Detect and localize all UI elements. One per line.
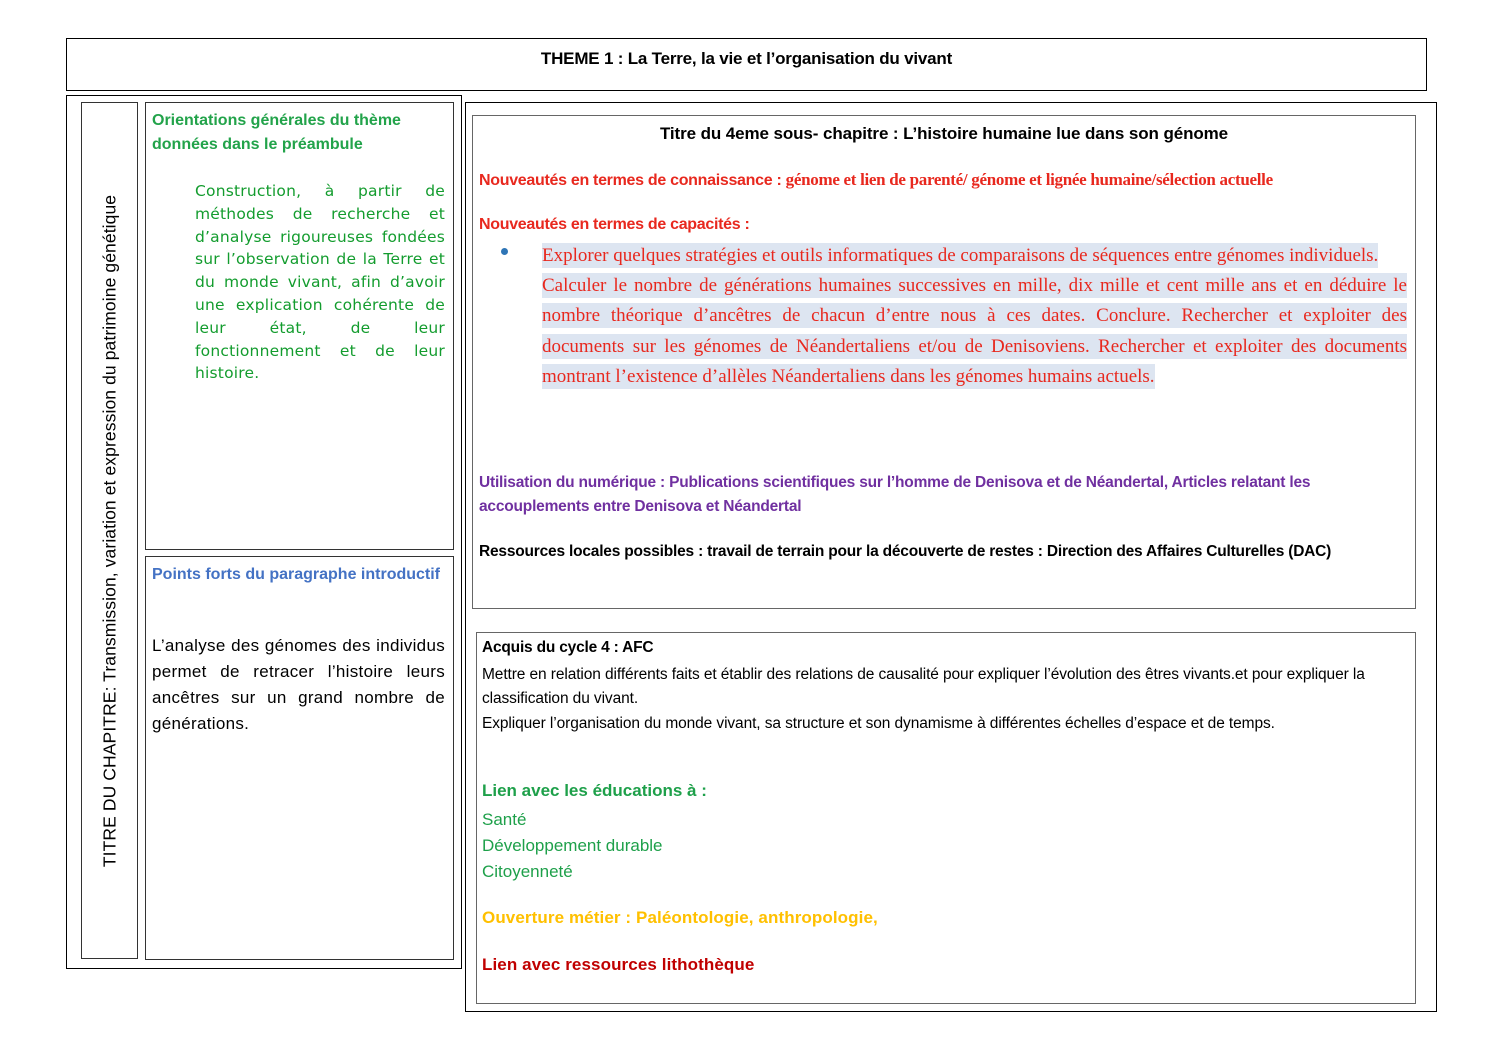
chapter-title-box xyxy=(81,102,138,959)
numerique-text: Utilisation du numérique : Publications scientifiques sur l’homme de Denisova et de Néandertal, Articles relatant les accouplements entre Denisova et Néandertal xyxy=(479,474,1311,515)
chapter-title: TITRE DU CHAPITRE: Transmission, variation et expression du patrimoine génétique xyxy=(99,194,119,867)
educations-list xyxy=(482,807,663,885)
theme-header xyxy=(66,38,1427,91)
lien-lithotheque: Lien avec ressources lithothèque xyxy=(482,955,755,974)
acquis-body-line2: Expliquer l’organisation du monde vivant, sa structure et son dynamisme à différentes échelles d’espace et de temps. xyxy=(482,714,1275,732)
educations-heading: Lien avec les éducations à : xyxy=(482,781,707,800)
acquis-body-line1: Mettre en relation différents faits et établir des relations de causalité pour expliquer l’évolution des êtres vivants.et pour expliquer la classification du vivant. xyxy=(482,666,1365,708)
orientations-box xyxy=(145,102,454,550)
education-item: Développement durable xyxy=(482,836,663,855)
theme-title: THEME 1 : La Terre, la vie et l’organisation du vivant xyxy=(540,49,953,68)
education-item: Santé xyxy=(482,810,527,829)
connaissance-value: génome et lien de parenté/ génome et lignée humaine/sélection actuelle xyxy=(785,170,1273,189)
bullet-icon xyxy=(501,248,508,255)
ouverture-metier: Ouverture métier : Paléontologie, anthropologie, xyxy=(482,908,878,927)
capacites-label: Nouveautés en termes de capacités : xyxy=(479,216,750,233)
connaissance-label: Nouveautés en termes de connaissance : xyxy=(479,172,786,189)
connaissance-line xyxy=(479,170,1273,190)
points-forts-box xyxy=(145,556,454,960)
acquis-body xyxy=(482,663,1407,736)
sous-chapitre-box xyxy=(472,115,1416,609)
capacites-item xyxy=(542,241,1407,392)
education-item: Citoyenneté xyxy=(482,862,573,881)
ressources-text: Ressources locales possibles : travail de terrain pour la découverte de restes : Direction des Affaires Culturelles (DAC) xyxy=(479,543,1332,560)
acquis-heading: Acquis du cycle 4 : AFC xyxy=(482,639,654,656)
capacites-item-part1: Explorer quelques stratégies et outils informatiques de comparaisons de séquences entre génomes individuels. xyxy=(542,245,1379,266)
orientations-body: Construction, à partir de méthodes de recherche et d’analyse rigoureuses fondées sur l’observation de la Terre et du monde vivant, afin d’avoir une explication cohérente de leur état, de leur fonctionnement et de leur histoire. xyxy=(195,182,445,383)
acquis-box xyxy=(476,632,1416,1004)
orientations-heading: Orientations générales du thème données dans le préambule xyxy=(152,112,401,153)
capacites-item-part2: Calculer le nombre de générations humaines successives en mille, dix mille et cent mille ans et en déduire le nombre théorique d’ancêtres de chacun d’entre nous à ces dates. Conclure. Rechercher et exploiter des documents sur les génomes de Néandertaliens et/ou de Denisoviens. Rechercher et exploiter des documents montrant l’existence d’allèles Néandertaliens dans les génomes humains actuels. xyxy=(542,275,1407,387)
points-forts-body: L’analyse des génomes des individus permet de retracer l’histoire leurs ancêtres sur un grand nombre de générations. xyxy=(152,636,445,733)
sous-chapitre-title: Titre du 4eme sous- chapitre : L’histoire humaine lue dans son génome xyxy=(659,124,1229,143)
points-forts-heading: Points forts du paragraphe introductif xyxy=(152,566,441,583)
